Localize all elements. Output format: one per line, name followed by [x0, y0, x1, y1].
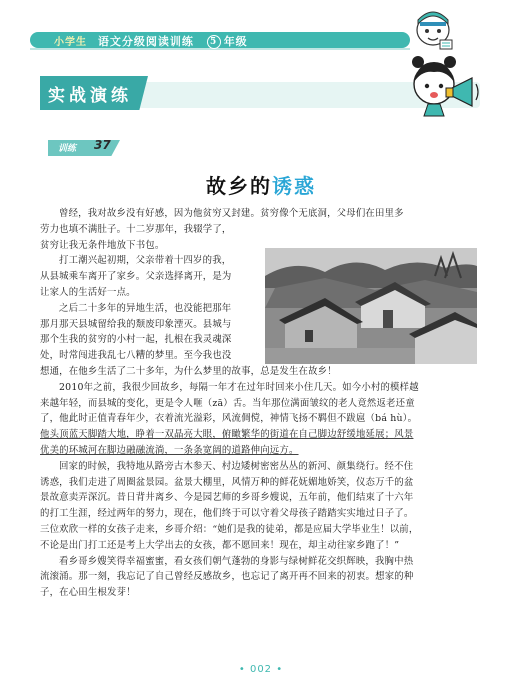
- text-line: 从县城乘车离开了家乡。父亲选择离开，是为: [40, 271, 232, 283]
- underlined-text-line: 他头顶蓝天脚踏大地，睁着一双晶亮大眼，俯瞰繁华的街道在自己脚边舒缓地延展；风景: [40, 429, 414, 441]
- series-prefix: 小学生: [54, 37, 87, 48]
- text-line: 曾经，我对故乡没有好感，因为他贫穷又封建。贫穷像个无底洞，父母们在田里多: [59, 208, 404, 219]
- text-line: 了，他此时正值青春年少，衣着流光溢彩，风流倜傥，神情飞扬不羁但不跋扈（bá hù）。: [40, 413, 418, 425]
- text-line: 贫穷让我无条件地放下书包。: [40, 239, 165, 251]
- text-line: 看乡哥乡嫂笑得幸福蜜蜜，看女孩们朝气蓬勃的身影与绿树鲜花交织辉映，我胸中热: [59, 555, 414, 567]
- page-header: [0, 0, 522, 56]
- exercise-label: 训练: [58, 144, 77, 154]
- mascot-boy-icon: [412, 6, 454, 52]
- text-line: 的打工生涯，经过两年的努力，现在，他们终于可以守着父母孩子踏踏实实地过日子了。: [40, 508, 414, 520]
- mascot-girl-megaphone-icon: [400, 54, 484, 118]
- grade-number: 5: [207, 35, 221, 49]
- title-part1: 故乡的: [206, 174, 272, 198]
- text-line: 打工潮兴起初期，父亲带着十四岁的我，: [59, 255, 232, 267]
- series-name: 语文分级阅读训练: [97, 35, 194, 48]
- text-line: 劳力也填不满肚子。十二岁那年，我辍学了，: [40, 223, 232, 235]
- article-body: [40, 206, 419, 601]
- text-line: 景故意卖弄深沉。昔日背井离乡、今是园艺师的乡哥乡嫂说，五年前，他们结束了十六年: [40, 492, 414, 504]
- text-line: 三位欢欣一样的女孩子走来，乡哥介绍：“她们是我的徒弟，都是应届大学毕业生！以前，: [40, 523, 419, 535]
- article-title: [0, 170, 522, 199]
- text-line: 2010年之前，我很少回故乡，每隔一年才在过年时回来小住几天。如今小村的模样越: [59, 381, 419, 393]
- text-line: 不论是出门打工还是考上大学出去的女孩，都不愿回来！现在，却主动往家乡跑了！”: [40, 539, 400, 551]
- page-number: • 002 •: [238, 664, 284, 675]
- text-line: 诱惑，我们走进了周圈盆景园。盆景大棚里，风情万种的鲜花妩媚地娇笑，仪态万千的盆: [40, 476, 414, 488]
- text-line: 想通，在他乡生活了二十多年，为什么梦里的故事，总是发生在故乡！: [40, 365, 337, 377]
- underlined-text-line: 优美的环城河在脚边融融流淌，一条条宽阔的道路伸向远方。: [40, 444, 299, 456]
- text-line: 那月那天县城留给我的颓废印象湮灭。县城与: [40, 318, 232, 330]
- text-line: 之后二十多年的异地生活，也没能把那年: [59, 302, 232, 314]
- text-line: 那个生我的贫穷的小村一起，扎根在我灵魂深: [40, 334, 232, 346]
- exercise-number: 37: [94, 138, 111, 152]
- banner-title: 实战演练: [48, 86, 132, 106]
- text-line: 让家人的生活好一点。: [40, 286, 136, 298]
- text-line: 处，时常闯进我乱七八糟的梦里。至今我也没: [40, 350, 232, 362]
- text-line: 回家的时候，我特地从路旁古木参天、村边矮树密密丛丛的新河、颜集绕行。经不住: [59, 460, 414, 472]
- text-line: 流滚涌。那一刻，我忘记了自己曾经反感故乡，也忘记了离开再不回来的初衷。想家的种: [40, 571, 414, 583]
- grade-label: 年级: [223, 35, 248, 48]
- exercise-tag: [48, 138, 126, 158]
- text-line: 子，在心田生根发芽！: [40, 587, 136, 599]
- text-line: 来越年轻，而县城的变化，更是令人咂（zā）舌。当年那位满面皱纹的老人竟然返老还童: [40, 397, 415, 409]
- series-title: [54, 33, 248, 49]
- title-part2: 诱惑: [272, 174, 316, 198]
